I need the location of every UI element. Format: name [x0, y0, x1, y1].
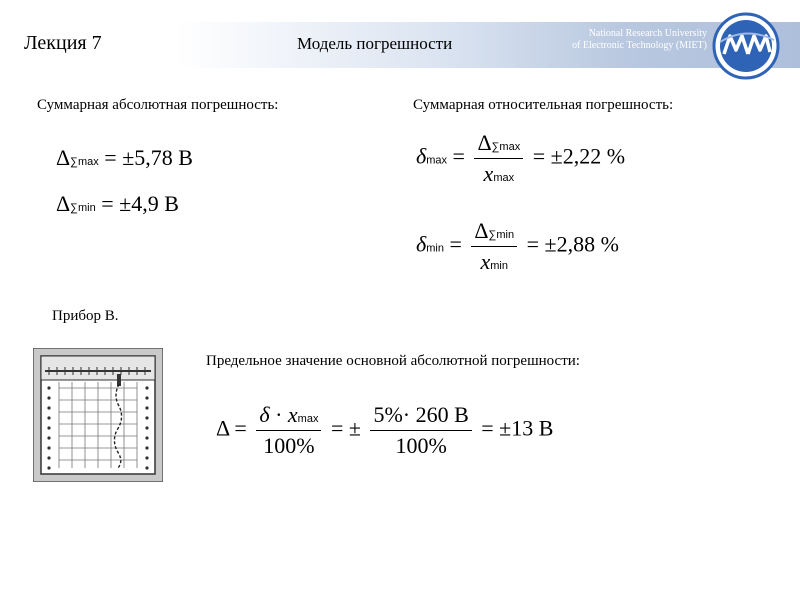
rel-error-label: Суммарная относительная погрешность:: [413, 97, 674, 113]
rel-min-value: = ±2,88 %: [526, 231, 619, 257]
abs-max-value: = ±5,78 В: [104, 145, 193, 170]
rel-max-fraction: $\frac{\Delta\sum\max}{xmax}$: [474, 130, 523, 187]
abs-min-subscript: ∑min: [70, 202, 96, 214]
abs-error-max-formula: Δ∑max = ±5,78 В: [56, 145, 193, 170]
rel-max-num-subscript: ∑max: [491, 141, 521, 153]
university-line-1: National Research University: [588, 28, 707, 39]
abs-error-min-formula: Δ∑min = ±4,9 В: [56, 191, 179, 216]
rel-max-subscript: max: [426, 154, 448, 167]
limit-fraction-2: [370, 402, 471, 459]
rel-min-den-subscript: min: [490, 260, 508, 272]
abs-min-value: = ±4,9 В: [101, 191, 179, 216]
lecture-number: Лекция 7: [24, 32, 102, 54]
device-label: Прибор В.: [52, 308, 119, 324]
rel-error-min-formula: δmin = $\frac{\Delta\sum\min}{xmin}$ = ±2,88 %: [416, 218, 619, 274]
rel-max-den-subscript: max: [493, 172, 515, 184]
limit-frac2-numerator: 5%· 260 В: [370, 402, 471, 431]
rel-min-subscript: min: [426, 242, 444, 255]
limit-frac1-denominator: 100%: [263, 433, 315, 458]
rel-error-max-formula: δmax = $\frac{\Delta\sum\max}{xmax}$ = ±2,22 %: [416, 130, 626, 186]
miet-logo-icon: [712, 12, 780, 80]
abs-max-subscript: ∑max: [70, 156, 99, 168]
abs-error-label: Суммарная абсолютная погрешность:: [37, 97, 279, 113]
limit-frac2-denominator: 100%: [395, 433, 447, 458]
limit-error-label: Предельное значение основной абсолютной погрешности:: [206, 353, 580, 369]
rel-min-num-subscript: ∑min: [488, 229, 515, 241]
rel-max-value: = ±2,22 %: [532, 143, 626, 169]
university-name: [572, 28, 707, 52]
limit-error-formula: Δ = $\frac{\delta \cdot xmax}{100\%}$ = ± $\frac{5\%\cdot 260 В}{100\%}$ = ±13 В: [216, 402, 554, 458]
university-line-2: of Electronic Technology (MIET): [572, 40, 707, 51]
limit-fraction-1: $\frac{\delta \cdot xmax}{100\%}$: [256, 402, 321, 459]
chart-recorder-icon: [33, 348, 163, 482]
slide-title: Модель погрешности: [297, 34, 453, 53]
rel-min-fraction: $\frac{\Delta\sum\min}{xmin}$: [471, 218, 517, 275]
limit-result: = ±13 В: [481, 415, 554, 441]
